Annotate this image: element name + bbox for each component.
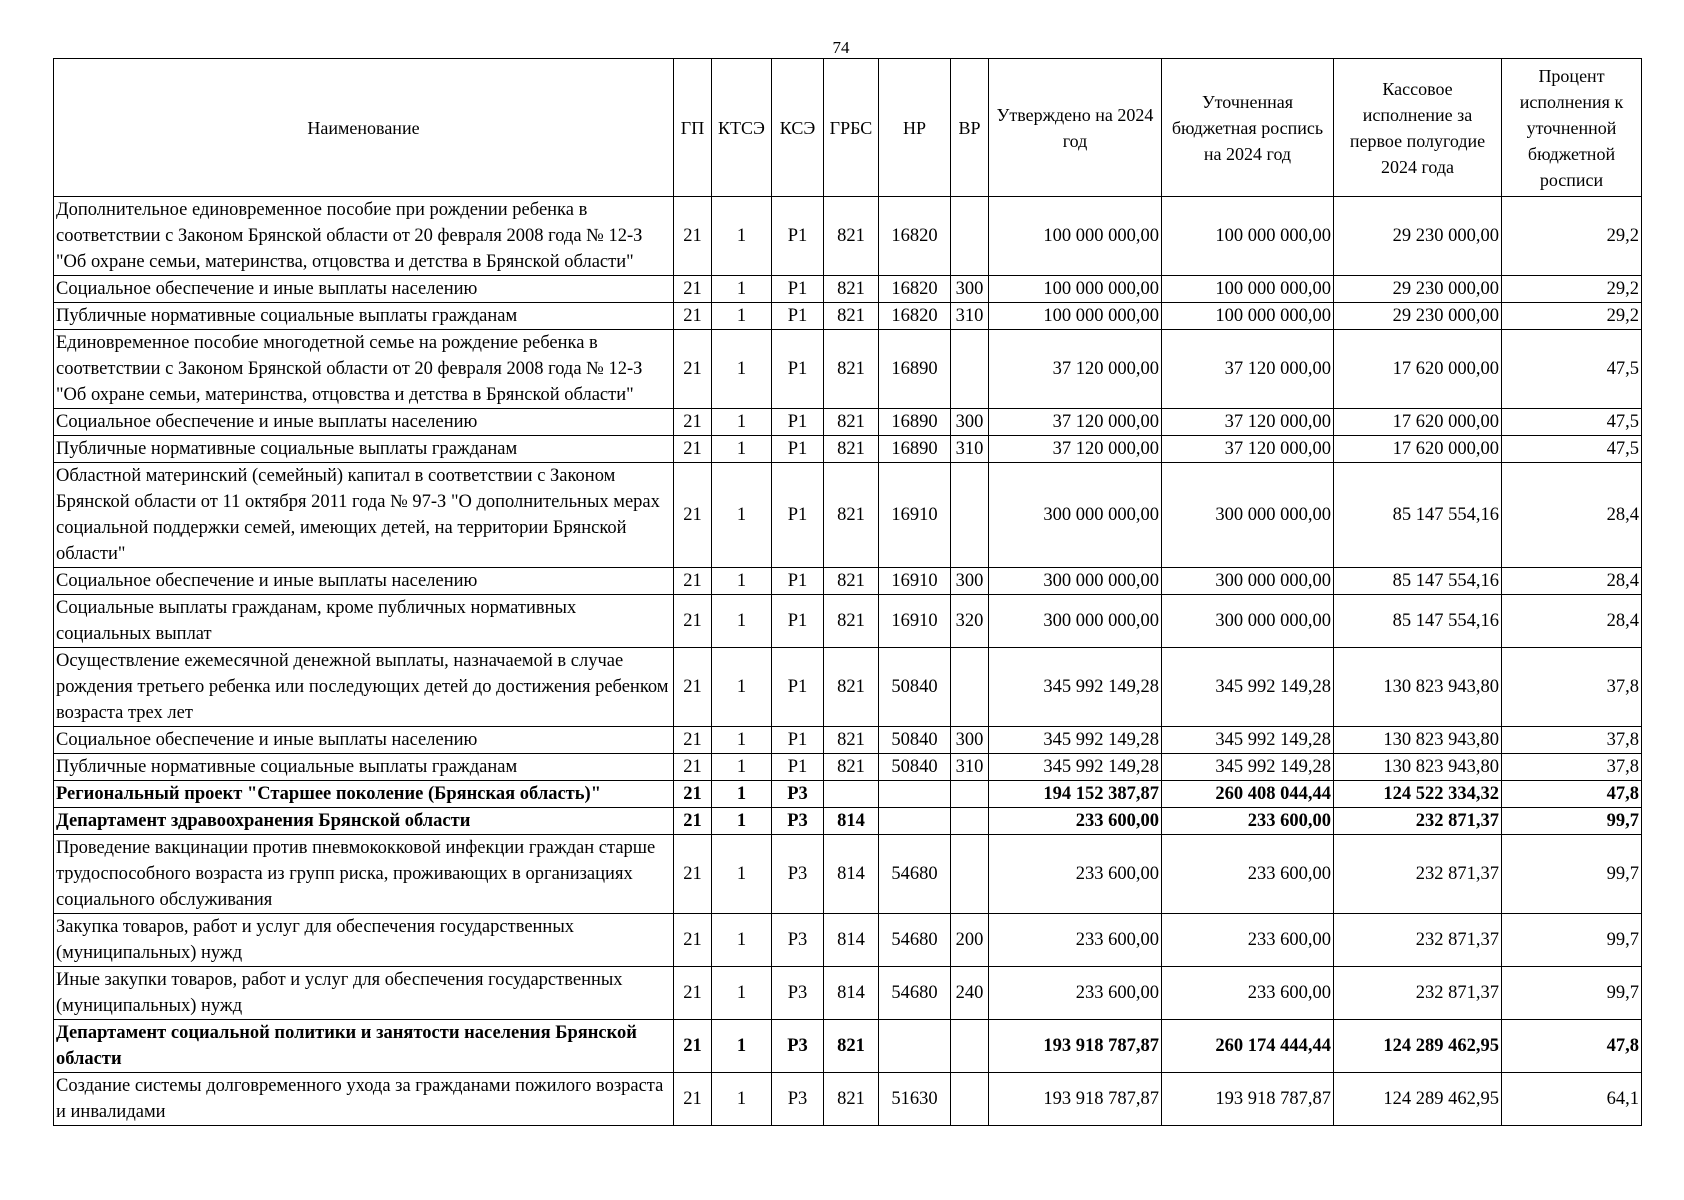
cell-kse: Р1 (772, 568, 824, 595)
cell-nr (879, 808, 951, 835)
cell-percent: 37,8 (1502, 727, 1642, 754)
cell-grbs: 821 (824, 1020, 879, 1073)
header-vr: ВР (951, 59, 989, 197)
cell-refined: 345 992 149,28 (1162, 727, 1334, 754)
cell-refined: 233 600,00 (1162, 808, 1334, 835)
cell-ktse: 1 (712, 303, 772, 330)
cell-refined: 100 000 000,00 (1162, 303, 1334, 330)
cell-approved: 193 918 787,87 (989, 1073, 1162, 1126)
cell-ktse: 1 (712, 914, 772, 967)
cell-cash: 17 620 000,00 (1334, 436, 1502, 463)
cell-approved: 345 992 149,28 (989, 727, 1162, 754)
cell-gp: 21 (674, 276, 712, 303)
cell-nr (879, 1020, 951, 1073)
table-row (54, 727, 1642, 754)
table-row (54, 781, 1642, 808)
table-body (54, 197, 1642, 1126)
cell-gp: 21 (674, 1020, 712, 1073)
cell-kse: Р1 (772, 276, 824, 303)
cell-name: Иные закупки товаров, работ и услуг для обеспечения государственных (муниципальных) нужд (54, 967, 674, 1020)
cell-gp: 21 (674, 409, 712, 436)
table-row (54, 463, 1642, 568)
cell-approved: 37 120 000,00 (989, 330, 1162, 409)
table-row (54, 330, 1642, 409)
table-row (54, 436, 1642, 463)
cell-refined: 233 600,00 (1162, 835, 1334, 914)
cell-percent: 37,8 (1502, 648, 1642, 727)
cell-grbs: 821 (824, 568, 879, 595)
cell-approved: 100 000 000,00 (989, 276, 1162, 303)
cell-name: Региональный проект "Старшее поколение (Брянская область)" (54, 781, 674, 808)
cell-nr: 16890 (879, 436, 951, 463)
cell-vr (951, 330, 989, 409)
cell-approved: 233 600,00 (989, 914, 1162, 967)
cell-kse: Р1 (772, 303, 824, 330)
cell-cash: 29 230 000,00 (1334, 303, 1502, 330)
cell-percent: 99,7 (1502, 967, 1642, 1020)
header-refined: Уточненная бюджетная роспись на 2024 год (1162, 59, 1334, 197)
cell-refined: 100 000 000,00 (1162, 197, 1334, 276)
cell-vr: 300 (951, 276, 989, 303)
cell-gp: 21 (674, 595, 712, 648)
table-row (54, 808, 1642, 835)
cell-cash: 232 871,37 (1334, 914, 1502, 967)
cell-cash: 130 823 943,80 (1334, 727, 1502, 754)
cell-name: Закупка товаров, работ и услуг для обеспечения государственных (муниципальных) нужд (54, 914, 674, 967)
cell-cash: 85 147 554,16 (1334, 568, 1502, 595)
cell-nr: 54680 (879, 835, 951, 914)
cell-approved: 100 000 000,00 (989, 303, 1162, 330)
cell-nr: 50840 (879, 648, 951, 727)
cell-approved: 37 120 000,00 (989, 409, 1162, 436)
cell-name: Публичные нормативные социальные выплаты гражданам (54, 754, 674, 781)
cell-percent: 64,1 (1502, 1073, 1642, 1126)
cell-kse: Р1 (772, 648, 824, 727)
cell-ktse: 1 (712, 967, 772, 1020)
cell-gp: 21 (674, 197, 712, 276)
cell-approved: 233 600,00 (989, 835, 1162, 914)
cell-grbs: 814 (824, 808, 879, 835)
cell-refined: 100 000 000,00 (1162, 276, 1334, 303)
cell-grbs: 821 (824, 276, 879, 303)
cell-cash: 29 230 000,00 (1334, 276, 1502, 303)
cell-refined: 37 120 000,00 (1162, 409, 1334, 436)
cell-name: Дополнительное единовременное пособие при рождении ребенка в соответствии с Законом Брянской области от 20 февраля 2008 года № 12-З "Об охране семьи, материнства, отцовства и детства в Брянской области" (54, 197, 674, 276)
cell-name: Единовременное пособие многодетной семье на рождение ребенка в соответствии с Законом Брянской области от 20 февраля 2008 года № 12-З "Об охране семьи, материнства, отцовства и детства в Брянской области" (54, 330, 674, 409)
cell-percent: 28,4 (1502, 595, 1642, 648)
cell-refined: 260 174 444,44 (1162, 1020, 1334, 1073)
cell-vr: 320 (951, 595, 989, 648)
cell-approved: 233 600,00 (989, 967, 1162, 1020)
table-row (54, 754, 1642, 781)
table-row (54, 595, 1642, 648)
cell-kse: Р3 (772, 781, 824, 808)
cell-gp: 21 (674, 914, 712, 967)
cell-gp: 21 (674, 781, 712, 808)
cell-vr (951, 1073, 989, 1126)
cell-nr: 16910 (879, 463, 951, 568)
cell-gp: 21 (674, 1073, 712, 1126)
cell-grbs: 814 (824, 914, 879, 967)
header-gp: ГП (674, 59, 712, 197)
cell-percent: 99,7 (1502, 914, 1642, 967)
cell-kse: Р3 (772, 1073, 824, 1126)
cell-grbs: 821 (824, 330, 879, 409)
cell-ktse: 1 (712, 463, 772, 568)
header-grbs: ГРБС (824, 59, 879, 197)
cell-refined: 37 120 000,00 (1162, 330, 1334, 409)
cell-gp: 21 (674, 754, 712, 781)
cell-refined: 193 918 787,87 (1162, 1073, 1334, 1126)
cell-kse: Р1 (772, 727, 824, 754)
cell-gp: 21 (674, 303, 712, 330)
cell-approved: 100 000 000,00 (989, 197, 1162, 276)
cell-refined: 260 408 044,44 (1162, 781, 1334, 808)
cell-approved: 233 600,00 (989, 808, 1162, 835)
table-row (54, 197, 1642, 276)
cell-cash: 232 871,37 (1334, 967, 1502, 1020)
cell-cash: 124 522 334,32 (1334, 781, 1502, 808)
cell-percent: 29,2 (1502, 276, 1642, 303)
cell-nr: 16910 (879, 568, 951, 595)
cell-kse: Р3 (772, 835, 824, 914)
cell-cash: 17 620 000,00 (1334, 409, 1502, 436)
cell-nr: 16820 (879, 197, 951, 276)
cell-approved: 194 152 387,87 (989, 781, 1162, 808)
cell-ktse: 1 (712, 835, 772, 914)
cell-percent: 99,7 (1502, 808, 1642, 835)
cell-percent: 47,8 (1502, 781, 1642, 808)
cell-name: Публичные нормативные социальные выплаты гражданам (54, 303, 674, 330)
cell-name: Проведение вакцинации против пневмококковой инфекции граждан старше трудоспособного возраста из групп риска, проживающих в организациях социального обслуживания (54, 835, 674, 914)
cell-nr: 16820 (879, 303, 951, 330)
cell-kse: Р3 (772, 967, 824, 1020)
page-number: 74 (832, 38, 850, 57)
header-name: Наименование (54, 59, 674, 197)
cell-grbs: 814 (824, 967, 879, 1020)
cell-percent: 47,5 (1502, 330, 1642, 409)
cell-grbs: 821 (824, 303, 879, 330)
cell-grbs: 821 (824, 754, 879, 781)
cell-grbs: 814 (824, 835, 879, 914)
cell-refined: 233 600,00 (1162, 914, 1334, 967)
cell-cash: 124 289 462,95 (1334, 1073, 1502, 1126)
cell-gp: 21 (674, 967, 712, 1020)
cell-percent: 99,7 (1502, 835, 1642, 914)
cell-ktse: 1 (712, 568, 772, 595)
cell-vr: 300 (951, 409, 989, 436)
cell-grbs: 821 (824, 436, 879, 463)
cell-cash: 232 871,37 (1334, 835, 1502, 914)
table-row (54, 835, 1642, 914)
cell-vr: 200 (951, 914, 989, 967)
cell-approved: 300 000 000,00 (989, 595, 1162, 648)
cell-refined: 300 000 000,00 (1162, 568, 1334, 595)
cell-grbs: 821 (824, 1073, 879, 1126)
cell-vr: 310 (951, 436, 989, 463)
cell-nr: 51630 (879, 1073, 951, 1126)
cell-vr: 310 (951, 303, 989, 330)
cell-vr: 240 (951, 967, 989, 1020)
cell-cash: 85 147 554,16 (1334, 463, 1502, 568)
header-kse: КСЭ (772, 59, 824, 197)
cell-name: Осуществление ежемесячной денежной выплаты, назначаемой в случае рождения третьего ребенка или последующих детей до достижения ребенком возраста трех лет (54, 648, 674, 727)
header-percent: Процент исполнения к уточненной бюджетной росписи (1502, 59, 1642, 197)
cell-gp: 21 (674, 568, 712, 595)
cell-refined: 300 000 000,00 (1162, 463, 1334, 568)
cell-vr: 300 (951, 727, 989, 754)
cell-gp: 21 (674, 648, 712, 727)
cell-percent: 29,2 (1502, 197, 1642, 276)
cell-vr (951, 648, 989, 727)
table-row (54, 1020, 1642, 1073)
cell-kse: Р1 (772, 409, 824, 436)
budget-table (53, 58, 1642, 1126)
cell-ktse: 1 (712, 1073, 772, 1126)
cell-gp: 21 (674, 330, 712, 409)
cell-grbs: 821 (824, 463, 879, 568)
cell-kse: Р1 (772, 595, 824, 648)
cell-vr (951, 835, 989, 914)
table-row (54, 303, 1642, 330)
table-row (54, 967, 1642, 1020)
cell-vr: 300 (951, 568, 989, 595)
cell-grbs: 821 (824, 197, 879, 276)
cell-name: Социальные выплаты гражданам, кроме публичных нормативных социальных выплат (54, 595, 674, 648)
cell-refined: 345 992 149,28 (1162, 754, 1334, 781)
header-ktse: КТСЭ (712, 59, 772, 197)
cell-vr (951, 1020, 989, 1073)
cell-ktse: 1 (712, 276, 772, 303)
cell-nr: 50840 (879, 727, 951, 754)
cell-nr: 50840 (879, 754, 951, 781)
cell-name: Департамент социальной политики и занятости населения Брянской области (54, 1020, 674, 1073)
cell-grbs: 821 (824, 648, 879, 727)
cell-nr (879, 781, 951, 808)
cell-gp: 21 (674, 727, 712, 754)
cell-gp: 21 (674, 436, 712, 463)
cell-ktse: 1 (712, 781, 772, 808)
cell-kse: Р1 (772, 436, 824, 463)
cell-grbs (824, 781, 879, 808)
cell-percent: 47,5 (1502, 436, 1642, 463)
cell-kse: Р1 (772, 197, 824, 276)
cell-name: Социальное обеспечение и иные выплаты населению (54, 568, 674, 595)
cell-percent: 47,8 (1502, 1020, 1642, 1073)
cell-gp: 21 (674, 463, 712, 568)
cell-gp: 21 (674, 835, 712, 914)
cell-ktse: 1 (712, 727, 772, 754)
cell-ktse: 1 (712, 754, 772, 781)
cell-vr (951, 463, 989, 568)
cell-nr: 16820 (879, 276, 951, 303)
cell-vr: 310 (951, 754, 989, 781)
cell-kse: Р3 (772, 1020, 824, 1073)
table-row (54, 1073, 1642, 1126)
cell-cash: 130 823 943,80 (1334, 648, 1502, 727)
cell-grbs: 821 (824, 727, 879, 754)
cell-cash: 85 147 554,16 (1334, 595, 1502, 648)
cell-nr: 16910 (879, 595, 951, 648)
cell-nr: 16890 (879, 409, 951, 436)
cell-name: Публичные нормативные социальные выплаты гражданам (54, 436, 674, 463)
cell-approved: 300 000 000,00 (989, 463, 1162, 568)
cell-name: Социальное обеспечение и иные выплаты населению (54, 409, 674, 436)
cell-refined: 233 600,00 (1162, 967, 1334, 1020)
cell-kse: Р1 (772, 463, 824, 568)
header-nr: НР (879, 59, 951, 197)
cell-kse: Р1 (772, 330, 824, 409)
cell-ktse: 1 (712, 409, 772, 436)
cell-vr (951, 197, 989, 276)
cell-ktse: 1 (712, 197, 772, 276)
cell-cash: 130 823 943,80 (1334, 754, 1502, 781)
table-row (54, 409, 1642, 436)
cell-name: Социальное обеспечение и иные выплаты населению (54, 276, 674, 303)
cell-percent: 28,4 (1502, 463, 1642, 568)
cell-name: Департамент здравоохранения Брянской области (54, 808, 674, 835)
cell-name: Социальное обеспечение и иные выплаты населению (54, 727, 674, 754)
table-row (54, 568, 1642, 595)
cell-kse: Р1 (772, 754, 824, 781)
cell-approved: 193 918 787,87 (989, 1020, 1162, 1073)
cell-nr: 54680 (879, 967, 951, 1020)
cell-ktse: 1 (712, 648, 772, 727)
cell-cash: 124 289 462,95 (1334, 1020, 1502, 1073)
cell-refined: 300 000 000,00 (1162, 595, 1334, 648)
cell-ktse: 1 (712, 808, 772, 835)
cell-vr (951, 808, 989, 835)
cell-cash: 29 230 000,00 (1334, 197, 1502, 276)
cell-kse: Р3 (772, 914, 824, 967)
header-cash: Кассовое исполнение за первое полугодие 2024 года (1334, 59, 1502, 197)
cell-nr: 16890 (879, 330, 951, 409)
cell-name: Областной материнский (семейный) капитал в соответствии с Законом Брянской области от 11 октября 2011 года № 97-З "О дополнительных мерах социальной поддержки семей, имеющих детей, на территории Брянской области" (54, 463, 674, 568)
cell-name: Создание системы долговременного ухода за гражданами пожилого возраста и инвалидами (54, 1073, 674, 1126)
cell-approved: 37 120 000,00 (989, 436, 1162, 463)
cell-refined: 345 992 149,28 (1162, 648, 1334, 727)
cell-nr: 54680 (879, 914, 951, 967)
header-row (54, 59, 1642, 197)
header-approved: Утверждено на 2024 год (989, 59, 1162, 197)
cell-ktse: 1 (712, 1020, 772, 1073)
cell-ktse: 1 (712, 595, 772, 648)
cell-approved: 300 000 000,00 (989, 568, 1162, 595)
cell-grbs: 821 (824, 409, 879, 436)
cell-gp: 21 (674, 808, 712, 835)
cell-vr (951, 781, 989, 808)
cell-kse: Р3 (772, 808, 824, 835)
cell-approved: 345 992 149,28 (989, 648, 1162, 727)
cell-refined: 37 120 000,00 (1162, 436, 1334, 463)
cell-percent: 28,4 (1502, 568, 1642, 595)
cell-percent: 37,8 (1502, 754, 1642, 781)
cell-percent: 47,5 (1502, 409, 1642, 436)
cell-ktse: 1 (712, 330, 772, 409)
cell-grbs: 821 (824, 595, 879, 648)
cell-approved: 345 992 149,28 (989, 754, 1162, 781)
cell-ktse: 1 (712, 436, 772, 463)
table-row (54, 914, 1642, 967)
cell-cash: 232 871,37 (1334, 808, 1502, 835)
table-row (54, 276, 1642, 303)
cell-cash: 17 620 000,00 (1334, 330, 1502, 409)
cell-percent: 29,2 (1502, 303, 1642, 330)
table-row (54, 648, 1642, 727)
